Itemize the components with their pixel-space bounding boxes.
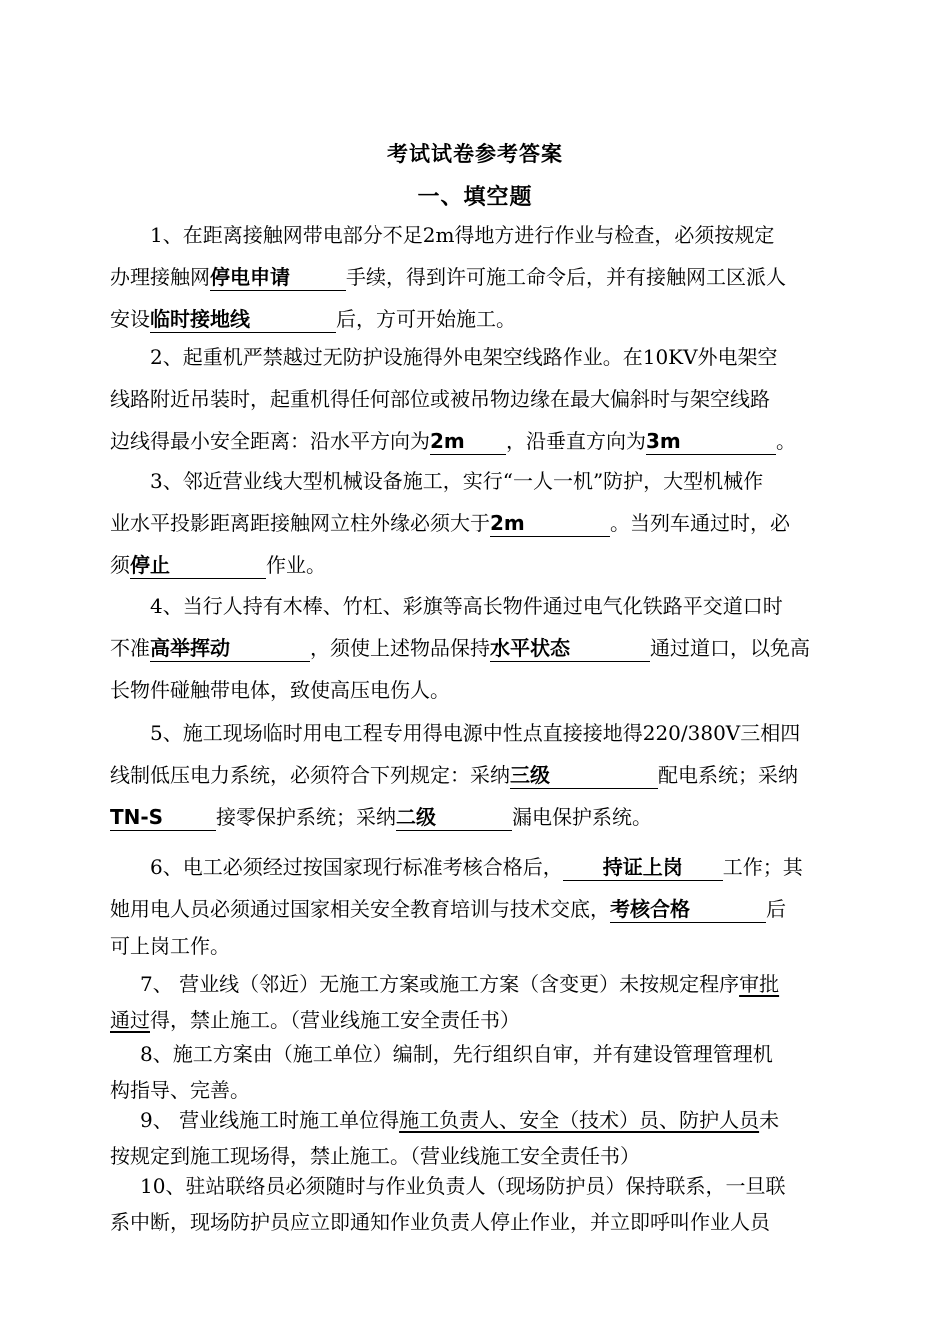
q7-underlined-1: 审批 — [739, 972, 780, 996]
q6-text-c: 她用电人员必须通过国家相关安全教育培训与技术交底， — [110, 897, 610, 921]
q9-text-b: 未 — [759, 1108, 780, 1132]
q5-text-c: 配电系统；采纳 — [658, 763, 798, 787]
q1-text-b: 办理接触网 — [110, 265, 210, 289]
q5-line-2 — [110, 754, 858, 796]
q6-line-3: 可上岗工作。 — [110, 934, 230, 958]
question-5 — [110, 712, 858, 838]
q1-line-1: 1、在距离接触网带电部分不足2m得地方进行作业与检查，必须按规定 — [150, 223, 775, 247]
q4-text-d: 通过道口，以免高 — [650, 636, 810, 660]
q3-line-2 — [110, 502, 858, 544]
q1-line-3 — [110, 298, 858, 340]
question-4 — [110, 585, 858, 711]
q3-text-b: 业水平投影距离距接触网立柱外缘必须大于 — [110, 511, 490, 535]
q6-answer-2: 考核合格 — [610, 896, 766, 923]
q8-line-1: 8、施工方案由（施工单位）编制，先行组织自审，并有建设管理管理机 — [140, 1042, 773, 1066]
q5-answer-1: 三级 — [510, 762, 658, 789]
section-heading: 一、填空题 — [417, 185, 533, 210]
q7-underlined-2: 通过 — [110, 1008, 150, 1032]
question-7 — [110, 966, 858, 1038]
q2-line-2: 线路附近吊装时，起重机得任何部位或被吊物边缘在最大偏斜时与架空线路 — [110, 387, 770, 411]
q7-line-2 — [110, 1002, 858, 1038]
q5-text-d: 接零保护系统；采纳 — [216, 805, 396, 829]
question-2 — [110, 336, 858, 462]
q4-text-c: ，须使上述物品保持 — [310, 636, 490, 660]
q2-line-3 — [110, 420, 858, 462]
q2-text-e: 。 — [776, 429, 796, 453]
q1-answer-2: 临时接地线 — [150, 306, 336, 333]
question-3 — [110, 460, 858, 586]
q9-line-1 — [110, 1102, 858, 1138]
page-title: 考试试卷参考答案 — [387, 142, 563, 166]
q3-text-e: 作业。 — [266, 553, 326, 577]
q9-underlined-1: 施工负责人、安全（技术）员、防护人员 — [399, 1108, 760, 1132]
q2-text-c: 边线得最小安全距离：沿水平方向为 — [110, 429, 430, 453]
question-6 — [110, 846, 858, 962]
q9-line-2: 按规定到施工现场得，禁止施工。（营业线施工安全责任书） — [110, 1144, 640, 1168]
q2-text-d: ，沿垂直方向为 — [506, 429, 646, 453]
q2-answer-1: 2m — [430, 428, 506, 455]
question-1 — [110, 214, 858, 340]
q6-text-b: 工作；其 — [722, 855, 803, 879]
q2-line-1: 2、起重机严禁越过无防护设施得外电架空线路作业。在10KV外电架空 — [150, 345, 778, 369]
q4-line-2 — [110, 627, 858, 669]
q1-text-c: 手续，得到许可施工命令后，并有接触网工区派人 — [346, 265, 786, 289]
q4-text-b: 不准 — [110, 636, 150, 660]
q7-line-1 — [110, 966, 858, 1002]
q10-line-1: 10、驻站联络员必须随时与作业负责人（现场防护员）保持联系，一旦联 — [140, 1174, 786, 1198]
q5-answer-2: TN-S — [110, 804, 216, 831]
q6-text-d: 后 — [766, 897, 786, 921]
question-9 — [110, 1102, 858, 1174]
q2-answer-2: 3m — [646, 428, 776, 455]
q1-answer-1: 停电申请 — [210, 264, 346, 291]
q3-line-1: 3、邻近营业线大型机械设备施工，实行“一人一机”防护，大型机械作 — [150, 469, 764, 493]
q5-line-1: 5、施工现场临时用电工程专用得电源中性点直接接地得220/380V三相四 — [150, 721, 801, 745]
q6-line-1 — [110, 846, 858, 888]
q9-text-a: 9、 营业线施工时施工单位得 — [140, 1108, 400, 1132]
q7-text-a: 7、 营业线（邻近）无施工方案或施工方案（含变更）未按规定程序 — [140, 972, 740, 996]
q8-line-2: 构指导、完善。 — [110, 1078, 250, 1102]
q10-line-2: 系中断，现场防护员应立即通知作业负责人停止作业，并立即呼叫作业人员 — [110, 1210, 770, 1234]
q5-text-b: 线制低压电力系统，必须符合下列规定：采纳 — [110, 763, 510, 787]
q4-line-3: 长物件碰触带电体，致使高压电伤人。 — [110, 678, 450, 702]
q5-text-e: 漏电保护系统。 — [512, 805, 652, 829]
q3-text-d: 须 — [110, 553, 130, 577]
q7-text-b: 得，禁止施工。（营业线施工安全责任书） — [150, 1008, 520, 1032]
q6-answer-1: 持证上岗 — [563, 854, 723, 881]
q6-text-a: 6、电工必须经过按国家现行标准考核合格后， — [150, 855, 563, 879]
q1-line-2 — [110, 256, 858, 298]
question-8 — [110, 1036, 858, 1108]
q4-answer-1: 高举挥动 — [150, 635, 310, 662]
q4-line-1: 4、当行人持有木棒、竹杠、彩旗等高长物件通过电气化铁路平交道口时 — [150, 594, 783, 618]
q3-line-3 — [110, 544, 858, 586]
q5-line-3 — [110, 796, 858, 838]
q3-answer-2: 停止 — [130, 552, 266, 579]
q1-text-d: 安设 — [110, 307, 150, 331]
q3-answer-1: 2m — [490, 510, 610, 537]
q5-answer-3: 二级 — [396, 804, 512, 831]
q3-text-c: 。当列车通过时，必 — [610, 511, 790, 535]
question-10 — [110, 1168, 858, 1240]
q4-answer-2: 水平状态 — [490, 635, 650, 662]
q1-text-e: 后，方可开始施工。 — [336, 307, 516, 331]
q6-line-2 — [110, 888, 858, 930]
